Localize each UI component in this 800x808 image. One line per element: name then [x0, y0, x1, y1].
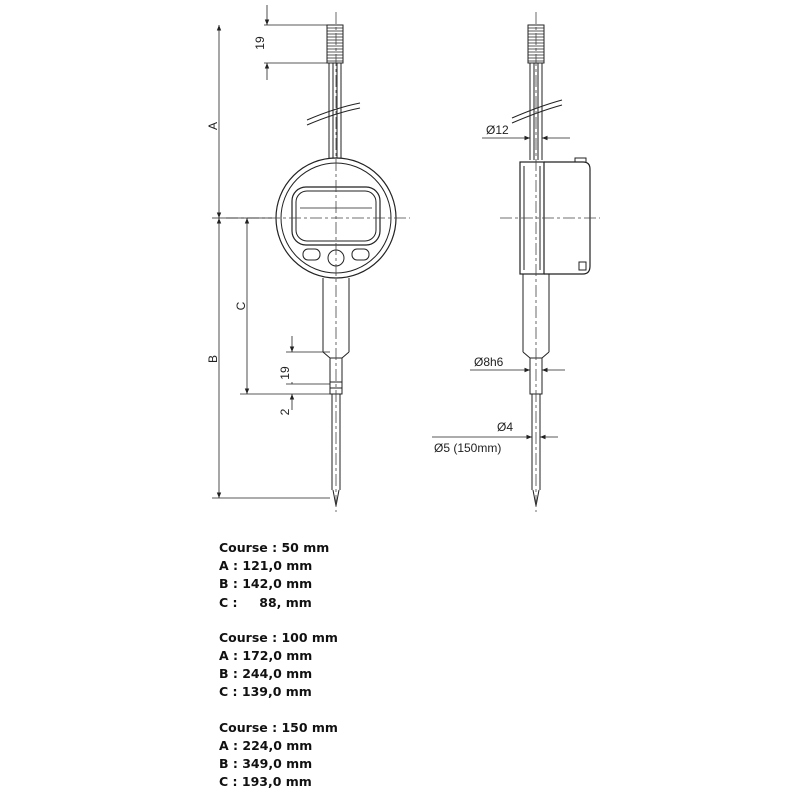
spec-b: B : 244,0 mm: [219, 666, 313, 682]
spec-course: Course : 150 mm: [219, 719, 338, 735]
spec-group-course-150: [219, 719, 519, 792]
dim-d12-label: Ø12: [486, 123, 509, 137]
dim-2-label: 2: [278, 408, 292, 416]
spec-c: C : 139,0 mm: [219, 684, 312, 700]
spec-a: A : 224,0 mm: [219, 737, 313, 753]
spec-course: Course : 50 mm: [219, 540, 330, 555]
side-break-mark: [512, 100, 562, 123]
dim-d8h6-label: Ø8h6: [474, 355, 504, 369]
spec-a: A : 121,0 mm: [219, 558, 313, 574]
side-housing-detail: [575, 158, 586, 270]
dim-c-label: C: [234, 301, 248, 311]
spec-c: C : 88, mm: [219, 594, 312, 610]
dim-d5-label: Ø5 (150mm): [434, 441, 502, 455]
spec-group-course-100: [219, 629, 519, 702]
spec-b: B : 142,0 mm: [219, 576, 313, 592]
dim-d4-label: Ø4: [497, 420, 514, 434]
dim-b-label: B: [206, 354, 220, 364]
front-upper-stem: [329, 63, 341, 160]
spec-b: B : 349,0 mm: [219, 755, 313, 771]
spec-course: Course : 100 mm: [219, 629, 338, 645]
spec-c: C : 193,0 mm: [219, 774, 312, 790]
side-view: [512, 25, 590, 506]
dim-a-label: A: [206, 121, 220, 131]
spec-group-course-50: [219, 539, 519, 612]
dim-bottom-19-label: 19: [278, 366, 292, 380]
specifications-list: [219, 539, 519, 808]
dim-top-19-label: 19: [253, 36, 267, 50]
spec-a: A : 172,0 mm: [219, 647, 313, 663]
